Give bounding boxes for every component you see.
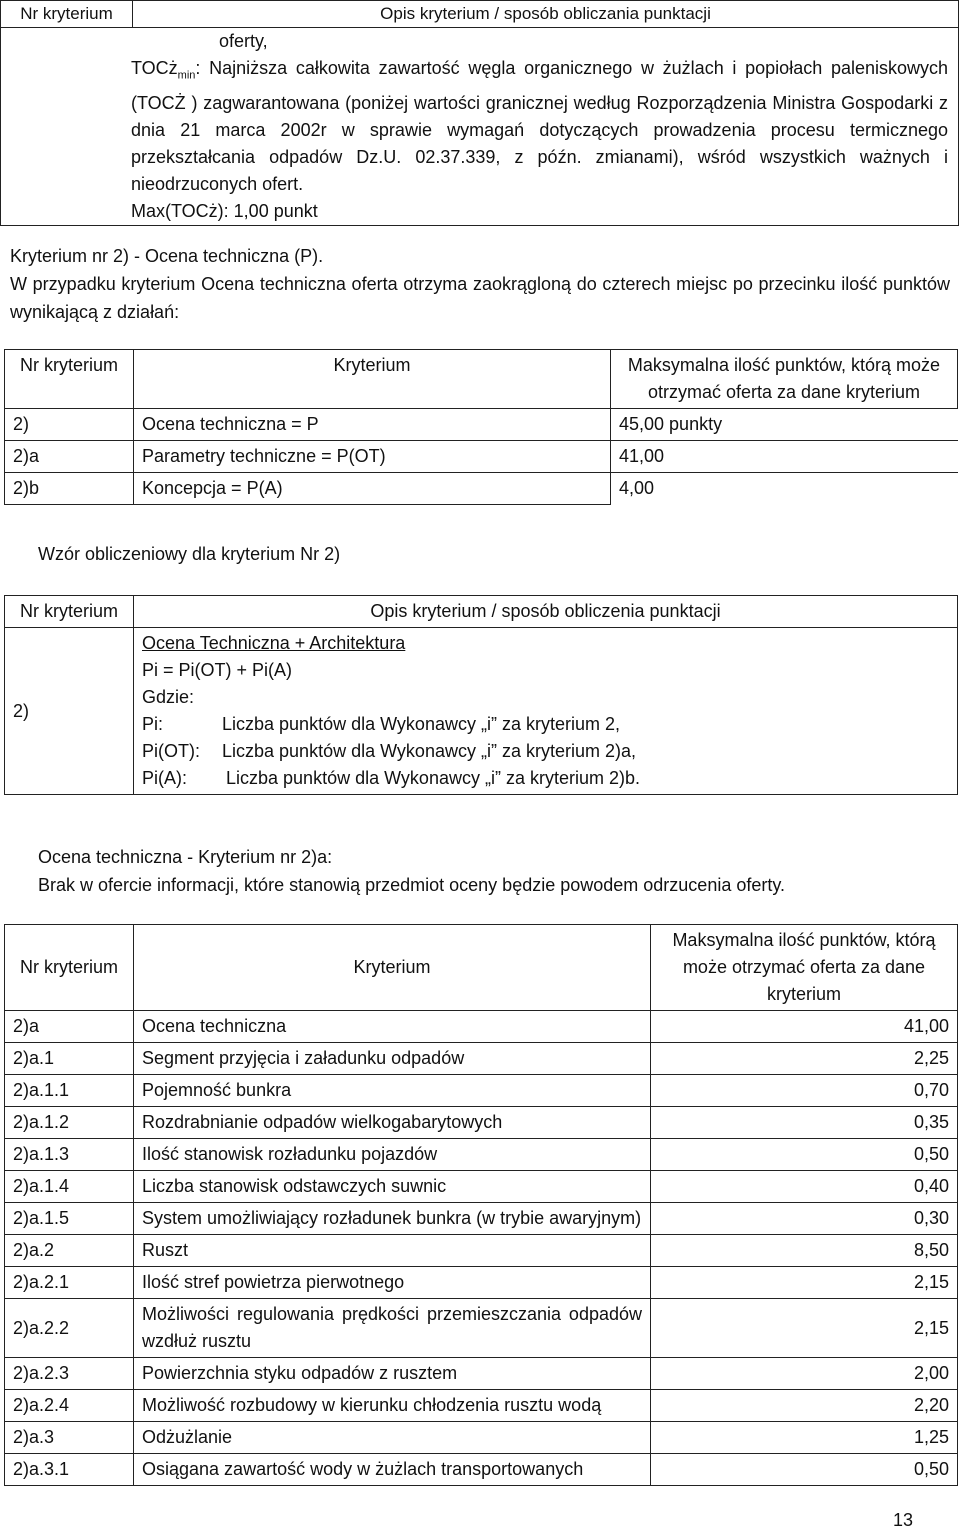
- table-row: [5, 1299, 958, 1358]
- formula-def: [142, 738, 949, 765]
- row-name: Rozdrabnianie odpadów wielkogabarytowych: [134, 1107, 651, 1139]
- toc-text: : Najniższa całkowita zawartość węgla organicznego w żużlach i popiołach paleniskowych (TOCŻ ) zagwarantowana (poniżej wartości granicznej według Rozporządzenia Ministra Gospodarki z dnia 21 marca 2002r w sprawie wymagań dotyczących prowadzenia procesu termicznego przekształcania odpadów Dz.U. 02.37.339, z późn. zmianami), wśród wszystkich ważnych i nieodrzuconych ofert.: [131, 58, 948, 194]
- table-row: [5, 1390, 958, 1422]
- formula-body: [134, 628, 958, 795]
- section-2-block: [10, 242, 950, 326]
- header-max: Maksymalna ilość punktów, którą może otrzymać oferta za dane kryterium: [611, 350, 958, 409]
- row-nr: 2)a: [5, 441, 134, 473]
- row-max: 2,15: [651, 1267, 958, 1299]
- tech-table: [4, 924, 958, 1486]
- table-row: [5, 1422, 958, 1454]
- tech-heading: Ocena techniczna - Kryterium nr 2)a:: [38, 847, 333, 867]
- header-kryterium: Kryterium: [134, 350, 611, 409]
- table-row: [5, 473, 958, 505]
- row-max: 4,00: [611, 473, 958, 505]
- def-text: Liczba punktów dla Wykonawcy „i” za kryterium 2)b.: [226, 768, 640, 788]
- max-toc-line: Max(TOCż): 1,00 punkt: [131, 200, 318, 221]
- formula-title: Ocena Techniczna + Architektura: [142, 633, 406, 653]
- row-max: 2,20: [651, 1390, 958, 1422]
- toc-subscript: min: [177, 69, 196, 82]
- row-name: System umożliwiający rozładunek bunkra (w trybie awaryjnym): [134, 1203, 651, 1235]
- section-2-intro: W przypadku kryterium Ocena techniczna oferta otrzyma zaokrągloną do czterech miejsc po przecinku ilość punktów wynikającą z działań:: [10, 274, 950, 322]
- row-max: 0,30: [651, 1203, 958, 1235]
- def-text: Liczba punktów dla Wykonawcy „i” za kryterium 2)a,: [222, 741, 636, 761]
- row-max: 2,25: [651, 1043, 958, 1075]
- points-table: [4, 349, 958, 505]
- row-name: Możliwość rozbudowy w kierunku chłodzenia rusztu wodą: [134, 1390, 651, 1422]
- def-text: Liczba punktów dla Wykonawcy „i” za kryterium 2,: [222, 714, 620, 734]
- def-symbol: Pi:: [142, 714, 164, 734]
- row-max: 8,50: [651, 1235, 958, 1267]
- row-name: Pojemność bunkra: [134, 1075, 651, 1107]
- row-nr: 2)a.2: [5, 1235, 134, 1267]
- row-name: Koncepcja = P(A): [134, 473, 611, 505]
- formula-where: Gdzie:: [142, 687, 195, 707]
- row-max: 0,50: [651, 1454, 958, 1486]
- row-name: Możliwości regulowania prędkości przemieszczania odpadów wzdłuż rusztu: [134, 1299, 651, 1358]
- row-max: 41,00: [651, 1011, 958, 1043]
- row-max: 2,00: [651, 1358, 958, 1390]
- table-row: [5, 1107, 958, 1139]
- row-nr: 2)a.2.2: [5, 1299, 134, 1358]
- row-nr: 2)a: [5, 1011, 134, 1043]
- row-nr: 2): [5, 409, 134, 441]
- formula-def: [142, 711, 949, 738]
- table-row: [5, 441, 958, 473]
- table-row: [5, 1011, 958, 1043]
- row-name: Osiągana zawartość wody w żużlach transportowanych: [134, 1454, 651, 1486]
- row-nr: 2)a.1.5: [5, 1203, 134, 1235]
- toc-description-cell: [1, 28, 959, 226]
- tech-header-kryterium: Kryterium: [134, 925, 651, 1011]
- table-row: [5, 1043, 958, 1075]
- row-nr: 2)a.2.4: [5, 1390, 134, 1422]
- col-desc-header: Opis kryterium / sposób obliczania punktacji: [133, 1, 959, 28]
- row-max: 45,00 punkty: [611, 409, 958, 441]
- row-nr: 2)a.1: [5, 1043, 134, 1075]
- tech-header-nr: Nr kryterium: [5, 925, 134, 1011]
- tech-block: [38, 843, 785, 899]
- row-max: 41,00: [611, 441, 958, 473]
- row-name: Powierzchnia styku odpadów z rusztem: [134, 1358, 651, 1390]
- formula-header-desc: Opis kryterium / sposób obliczenia punktacji: [134, 596, 958, 628]
- header-nr: Nr kryterium: [5, 350, 134, 409]
- section-2-heading: Kryterium nr 2) - Ocena techniczna (P).: [10, 246, 324, 266]
- formula-heading: Wzór obliczeniowy dla kryterium Nr 2): [38, 544, 341, 564]
- row-name: Segment przyjęcia i załadunku odpadów: [134, 1043, 651, 1075]
- row-max: 2,15: [651, 1299, 958, 1358]
- row-name: Ruszt: [134, 1235, 651, 1267]
- row-name: Ilość stref powietrza pierwotnego: [134, 1267, 651, 1299]
- table-row: [5, 1075, 958, 1107]
- tech-note: Brak w ofercie informacji, które stanowią przedmiot oceny będzie powodem odrzucenia oferty.: [38, 875, 786, 895]
- continuation-text: oferty,: [219, 31, 268, 51]
- table-row: [5, 1454, 958, 1486]
- table-row: [5, 1139, 958, 1171]
- row-nr: 2)a.3.1: [5, 1454, 134, 1486]
- row-name: Ocena techniczna = P: [134, 409, 611, 441]
- def-symbol: Pi(OT):: [142, 741, 200, 761]
- row-nr: 2)a.1.1: [5, 1075, 134, 1107]
- formula-header-nr: Nr kryterium: [5, 596, 134, 628]
- tech-header-max: Maksymalna ilość punktów, którą może otrzymać oferta za dane kryterium: [651, 925, 958, 1011]
- row-nr: 2)a.2.1: [5, 1267, 134, 1299]
- table-row: [5, 1267, 958, 1299]
- formula-def: [142, 765, 949, 792]
- table-row: [5, 1203, 958, 1235]
- row-max: 0,35: [651, 1107, 958, 1139]
- row-name: Liczba stanowisk odstawczych suwnic: [134, 1171, 651, 1203]
- row-nr: 2)a.1.2: [5, 1107, 134, 1139]
- formula-nr: 2): [5, 628, 134, 795]
- row-name: Ilość stanowisk rozładunku pojazdów: [134, 1139, 651, 1171]
- row-nr: 2)a.1.3: [5, 1139, 134, 1171]
- toc-paragraph: [131, 55, 948, 198]
- row-nr: 2)a.3: [5, 1422, 134, 1454]
- formula-equation: Pi = Pi(OT) + Pi(A): [142, 660, 293, 680]
- row-nr: 2)a.2.3: [5, 1358, 134, 1390]
- row-nr: 2)b: [5, 473, 134, 505]
- page-number: 13: [893, 1510, 914, 1530]
- top-criteria-table: [0, 0, 959, 226]
- table-row: [5, 1358, 958, 1390]
- row-name: Ocena techniczna: [134, 1011, 651, 1043]
- table-row: [5, 1171, 958, 1203]
- table-row: [5, 409, 958, 441]
- row-name: Odżużlanie: [134, 1422, 651, 1454]
- row-name: Parametry techniczne = P(OT): [134, 441, 611, 473]
- row-max: 0,70: [651, 1075, 958, 1107]
- def-symbol: Pi(A):: [142, 768, 187, 788]
- table-row: [5, 1235, 958, 1267]
- row-max: 0,50: [651, 1139, 958, 1171]
- row-max: 0,40: [651, 1171, 958, 1203]
- formula-table: [4, 595, 958, 795]
- col-nr-header: Nr kryterium: [1, 1, 133, 28]
- row-nr: 2)a.1.4: [5, 1171, 134, 1203]
- row-max: 1,25: [651, 1422, 958, 1454]
- toc-symbol: TOCż: [131, 58, 178, 78]
